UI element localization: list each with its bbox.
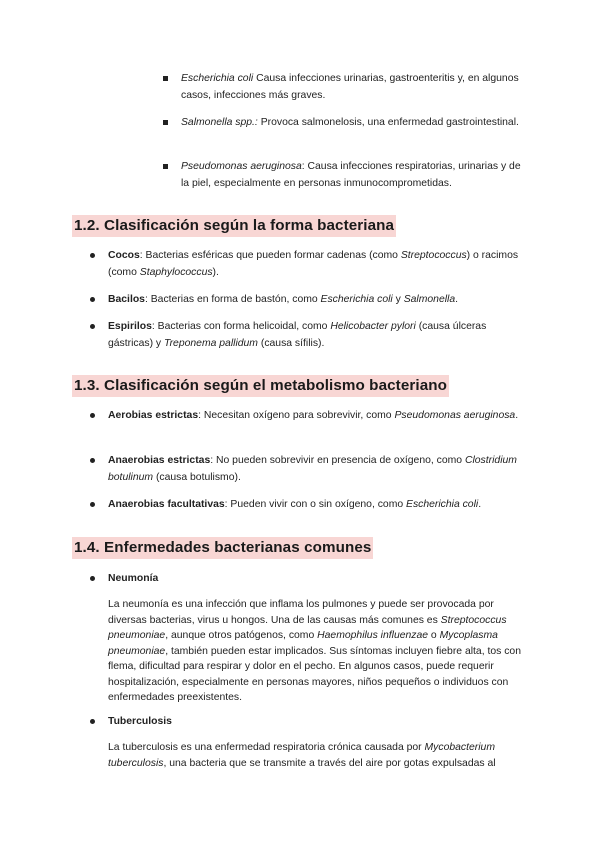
bullet-dot-icon [90, 458, 95, 463]
italic-text: Mycoplasma pneumoniae [108, 630, 498, 657]
italic-text: Streptococcus pneumoniae [108, 614, 507, 641]
square-bullet-icon [163, 76, 168, 81]
term: Aerobias estrictas [108, 410, 199, 421]
text: , una bacteria que se transmite a través del aire por gotas expulsadas al [163, 757, 496, 769]
italic-text: Staphylococcus [139, 267, 213, 278]
italic-text: Helicobacter pylori [330, 321, 416, 332]
list-item-pseudomonas [163, 158, 523, 192]
text: (causa úlceras gástricas) y [108, 321, 487, 349]
italic-text: Clostridium botulinum [108, 455, 517, 483]
list-item-bacilos [90, 291, 520, 308]
bullet-dot-icon [90, 576, 95, 581]
bullet-dot-icon [90, 413, 95, 418]
term: Cocos [108, 250, 140, 261]
text: (causa sífilis). [257, 338, 325, 349]
bacteria-name: Pseudomonas aeruginosa [181, 161, 302, 172]
italic-text: Escherichia coli [320, 294, 393, 305]
text: (causa botulismo). [153, 472, 241, 483]
square-bullet-icon [163, 120, 168, 125]
italic-text: Streptococcus [400, 250, 467, 261]
text: y [392, 294, 404, 305]
bacteria-desc: Provoca salmonelosis, una enfermedad gastrointestinal. [257, 117, 519, 128]
text: La tuberculosis es una enfermedad respiratoria crónica causada por [108, 742, 425, 753]
bullet-dot-icon [90, 719, 95, 724]
square-bullet-icon [163, 164, 168, 169]
italic-text: Mycobacterium tuberculosis [108, 742, 495, 769]
section-heading-metabolism: 1.3. Clasificación según el metabolismo bacteriano [72, 375, 449, 397]
term: Anaerobias facultativas [108, 499, 225, 510]
term: Tuberculosis [108, 716, 172, 727]
text: . [478, 499, 482, 510]
bacteria-desc: : Causa infecciones respiratorias, urinarias y de la piel, especialmente en personas inmunocomprometidas. [181, 161, 521, 189]
text: ). [212, 267, 219, 278]
text: : Bacterias con forma helicoidal, como [151, 321, 331, 332]
list-item-tuberculosis [90, 713, 520, 730]
italic-text: Salmonella [403, 294, 456, 305]
text: : Bacterias esféricas que pueden formar cadenas (como [139, 250, 401, 261]
italic-text: Pseudomonas aeruginosa [394, 410, 516, 421]
list-item-aerobias [90, 407, 520, 424]
list-item-anaerobias-facultativas [90, 496, 520, 513]
bacteria-desc: Causa infecciones urinarias, gastroenteritis y, en algunos casos, infecciones más graves. [181, 73, 519, 101]
bacteria-name: Salmonella spp.: [181, 117, 258, 128]
bullet-dot-icon [90, 502, 95, 507]
section-heading-shape: 1.2. Clasificación según la forma bacteriana [72, 215, 396, 237]
term: Neumonía [108, 573, 159, 584]
text: : Bacterias en forma de bastón, como [144, 294, 321, 305]
text: o [428, 630, 440, 641]
list-item-ecoli [163, 70, 523, 104]
text: ) o racimos (como [108, 250, 519, 278]
bullet-dot-icon [90, 297, 95, 302]
bullet-dot-icon [90, 324, 95, 329]
paragraph-neumonia [108, 597, 528, 706]
text: La neumonía es una infección que inflama los pulmones y puede ser provocada por diversas bacterias, virus u hongos. Una de las causas más comunes es [108, 599, 494, 626]
italic-text: Treponema pallidum [164, 338, 258, 349]
text: . [455, 294, 459, 305]
term: Bacilos [108, 294, 145, 305]
text: , aunque otros patógenos, como [165, 630, 318, 641]
text: . [515, 410, 519, 421]
term: Espirilos [108, 321, 152, 332]
paragraph-tuberculosis [108, 740, 528, 771]
text: : No pueden sobrevivir en presencia de oxígeno, como [210, 455, 465, 466]
bullet-dot-icon [90, 253, 95, 258]
text: , también pueden estar implicados. Sus síntomas incluyen fiebre alta, tos con flema, dificultad para respirar y dolor en el pecho. En algunos casos, puede requerir hospitalización, especialmente en personas mayores, niños pequeños o individuos con enfermedades preexistentes. [108, 645, 521, 703]
list-item-anaerobias-estrictas [90, 452, 520, 486]
list-item-salmonella [163, 114, 523, 131]
text: : Pueden vivir con o sin oxígeno, como [224, 499, 407, 510]
list-item-neumonia [90, 570, 520, 587]
list-item-espirilos [90, 318, 520, 352]
italic-text: Haemophilus influenzae [317, 630, 429, 641]
list-item-cocos [90, 247, 520, 281]
bacteria-name: Escherichia coli [181, 73, 254, 84]
section-heading-diseases: 1.4. Enfermedades bacterianas comunes [72, 537, 373, 559]
italic-text: Escherichia coli [406, 499, 479, 510]
text: : Necesitan oxígeno para sobrevivir, como [198, 410, 395, 421]
term: Anaerobias estrictas [108, 455, 211, 466]
